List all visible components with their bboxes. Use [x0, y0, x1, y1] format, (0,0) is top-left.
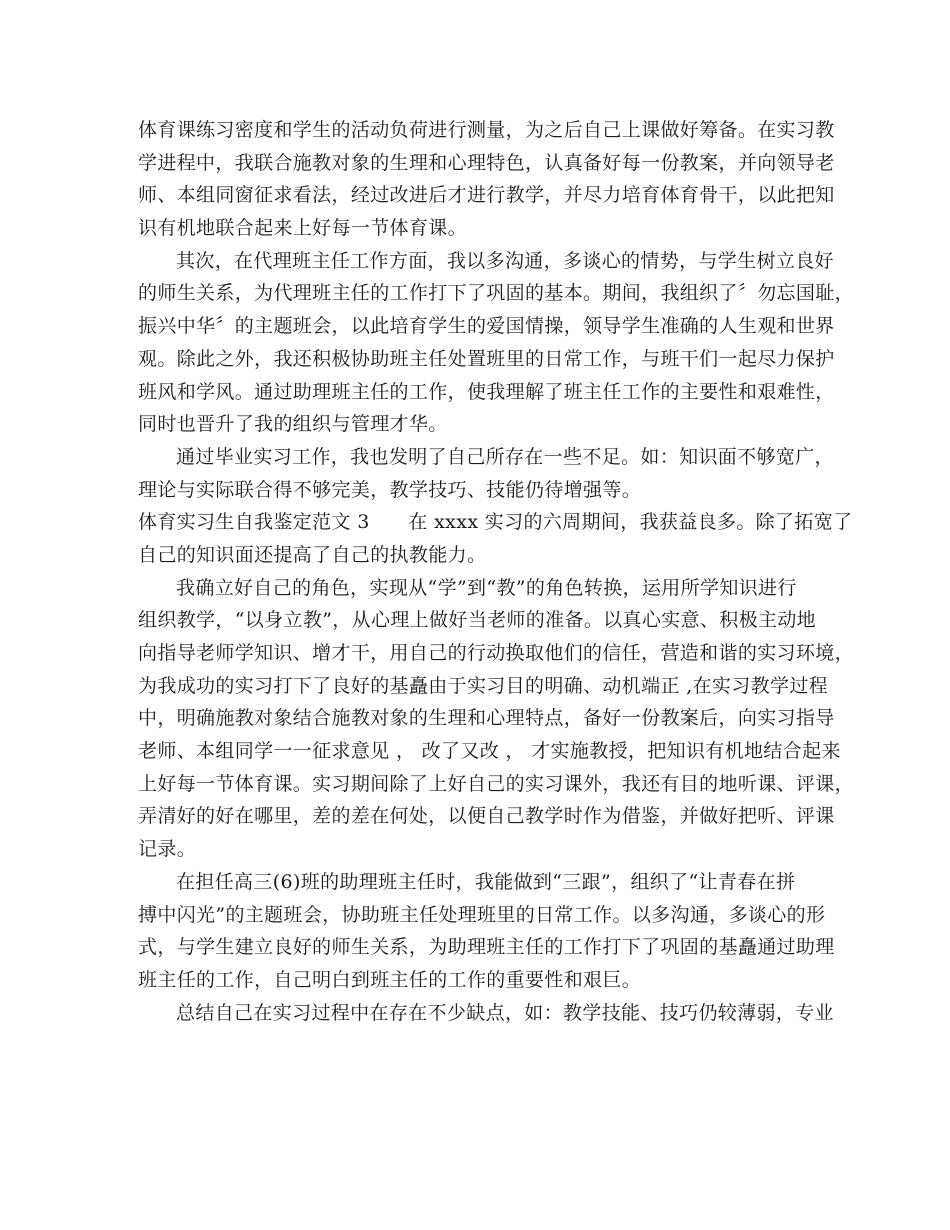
text-line: 中，明确施教对象结合施教对象的生理和心理特点，备好一份教案后，向实习指导 — [138, 707, 835, 730]
text-line: 同时也晋升了我的组织与管理才华。 — [138, 413, 448, 436]
text-line: 组织教学，“以身立教”，从心理上做好当老师的准备。以真心实意、积极主动地 — [138, 609, 817, 632]
text-line: 式，与学生建立良好的师生关系，为助理班主任的工作打下了巩固的基矗通过助理 — [138, 936, 835, 959]
text-line: 振兴中华〞的主题班会，以此培育学生的爱国情操，领导学生准确的人生观和世界 — [138, 315, 835, 338]
text-line: 总结自己在实习过程中在存在不少缺点，如：教学技能、技巧仍较薄弱，专业 — [176, 1001, 834, 1024]
text-line: 上好每一节体育课。实习期间除了上好自己的实习课外，我还有目的地听课、评课， — [138, 772, 854, 795]
text-line: 记录。 — [138, 838, 197, 861]
text-line: 为我成功的实习打下了良好的基矗由于实习目的明确、动机端正 ,在实习教学过程 — [138, 674, 829, 697]
document-body — [138, 114, 854, 1029]
text-line: 自己的知识面还提高了自己的执教能力。 — [138, 543, 487, 566]
text-line: 在担任高三(6)班的助理班主任时，我能做到“三跟”，组织了“让青春在拼 — [176, 870, 796, 893]
text-line: 体育实习生自我鉴定范文 3 在 xxxx 实习的六周期间，我获益良多。除了拓宽了 — [138, 511, 853, 534]
text-line: 观。除此之外，我还积极协助班主任处置班里的日常工作，与班干们一起尽力保护 — [138, 347, 835, 370]
text-line: 理论与实际联合得不够完美，教学技巧、技能仍待增强等。 — [138, 478, 642, 501]
text-line: 搏中闪光”的主题班会，协助班主任处理班里的日常工作。以多沟通，多谈心的形 — [138, 903, 826, 926]
text-line: 我确立好自己的角色，实现从“学”到“教”的角色转换，运用所学知识进行 — [176, 576, 797, 599]
text-line: 班风和学风。通过助理班主任的工作，使我理解了班主任工作的主要性和艰难性， — [138, 380, 835, 403]
text-line: 其次，在代理班主任工作方面，我以多沟通，多谈心的情势，与学生树立良好 — [176, 249, 834, 272]
text-line: 班主任的工作，自己明白到班主任的工作的重要性和艰巨。 — [138, 968, 642, 991]
text-line: 的师生关系，为代理班主任的工作打下了巩固的基本。期间，我组织了〞勿忘国耻， — [138, 282, 854, 305]
text-line: 通过毕业实习工作，我也发明了自己所存在一些不足。如：知识面不够宽广， — [176, 445, 834, 468]
text-line: 学进程中，我联合施教对象的生理和心理特色，认真备好每一份教案，并向领导老 — [138, 151, 835, 174]
text-line: 向指导老师学知识、增才干，用自己的行动换取他们的信任，营造和谐的实习环境， — [138, 642, 854, 664]
text-line: 老师、本组同学一一征求意见 ， 改了又改 ， 才实施教授，把知识有机地结合起来 — [138, 740, 841, 763]
text-line: 体育课练习密度和学生的活动负荷进行测量，为之后自己上课做好筹备。在实习教 — [138, 119, 835, 141]
text-line: 弄清好的好在哪里，差的差在何处，以便自己教学时作为借鉴，并做好把听、评课 — [138, 805, 835, 828]
text-line: 识有机地联合起来上好每一节体育课。 — [138, 217, 467, 240]
text-line: 师、本组同窗征求看法，经过改进后才进行教学，并尽力培育体育骨干，以此把知 — [138, 184, 835, 207]
